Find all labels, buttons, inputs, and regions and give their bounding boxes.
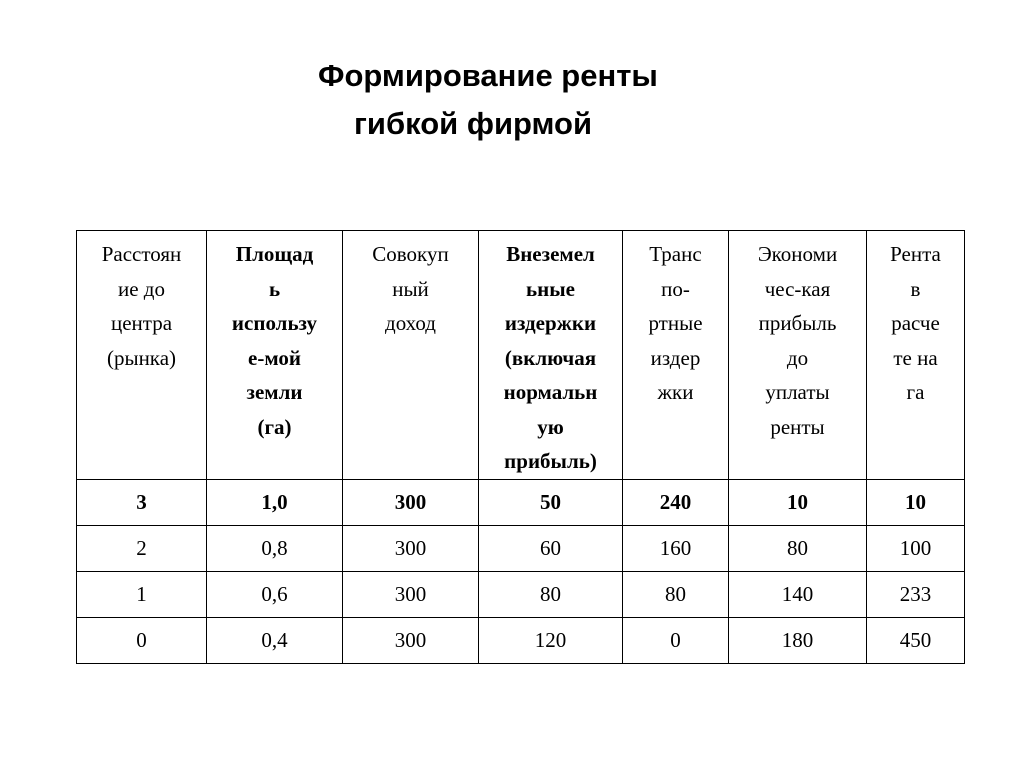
table-row [77, 525, 965, 571]
table-cell: 80 [623, 571, 729, 617]
table-cell: 100 [867, 525, 965, 571]
table-cell: 50 [479, 479, 623, 525]
header-text-line: прибыль [758, 311, 837, 335]
header-text-line: чес-кая [764, 276, 831, 301]
header-text-line: га [906, 380, 925, 404]
page-title [0, 52, 1024, 148]
header-text-line: уплаты [765, 380, 830, 404]
table-cell: 3 [77, 479, 207, 525]
header-text-line: Внеземел [506, 242, 595, 266]
table-row [77, 479, 965, 525]
header-land-area [207, 231, 343, 480]
header-text-line: расче [891, 311, 940, 335]
header-text-line: жки [657, 380, 694, 404]
header-text-line: е-мой [248, 345, 301, 370]
table-cell: 80 [729, 525, 867, 571]
header-text-line: ьные [526, 276, 575, 301]
header-text-line: ренты [770, 414, 825, 439]
header-text-line: ие до [118, 276, 165, 301]
table-cell: 300 [343, 479, 479, 525]
header-text-line: издер [650, 345, 701, 370]
header-rent-per-ha [867, 231, 965, 480]
table-cell: 120 [479, 617, 623, 663]
table-cell: 233 [867, 571, 965, 617]
header-text-line: издержки [504, 311, 597, 335]
table-cell: 0,8 [207, 525, 343, 571]
table-cell: 10 [867, 479, 965, 525]
title-line-2: гибкой фирмой [354, 106, 593, 141]
header-economic-profit [729, 231, 867, 480]
table-cell: 300 [343, 617, 479, 663]
header-text-line: Совокуп [372, 242, 449, 266]
header-text-line: Расстоян [101, 242, 182, 266]
header-transport-costs [623, 231, 729, 480]
title-line-1: Формирование ренты [318, 58, 658, 93]
table-row [77, 617, 965, 663]
header-text-line: (га) [257, 414, 292, 439]
header-text-line: Рента [890, 242, 941, 266]
header-text-line: центра [110, 311, 173, 335]
table-row [77, 571, 965, 617]
header-text-line: ный [392, 276, 429, 301]
header-text-line: в [910, 276, 921, 301]
header-total-revenue [343, 231, 479, 480]
table-cell: 1,0 [207, 479, 343, 525]
table-cell: 0,4 [207, 617, 343, 663]
header-text-line: (включая [504, 345, 597, 370]
table-cell: 0 [623, 617, 729, 663]
header-text-line: нормальн [503, 380, 598, 404]
header-text-line: ую [537, 414, 564, 439]
header-text-line: доход [385, 311, 436, 335]
table-cell: 0,6 [207, 571, 343, 617]
table-cell: 240 [623, 479, 729, 525]
table-cell: 300 [343, 525, 479, 571]
header-text-line: земли [246, 380, 303, 404]
table-cell: 0 [77, 617, 207, 663]
table-cell: 60 [479, 525, 623, 571]
rent-table [76, 230, 965, 664]
table-cell: 140 [729, 571, 867, 617]
header-text-line: до [786, 345, 809, 370]
header-text-line: ртные [648, 311, 703, 335]
table-cell: 450 [867, 617, 965, 663]
header-text-line: использу [231, 311, 318, 335]
header-text-line: Площад [235, 242, 314, 266]
header-distance [77, 231, 207, 480]
header-text-line: те на [893, 345, 938, 370]
header-text-line: (рынка) [106, 345, 177, 370]
header-text-line: прибыль) [504, 449, 597, 473]
header-text-line: Экономи [757, 242, 838, 266]
header-text-line: ь [268, 276, 281, 301]
header-text-line: Транс [649, 242, 702, 266]
table-header-row [77, 231, 965, 480]
table-cell: 2 [77, 525, 207, 571]
header-text-line: по- [661, 276, 690, 301]
table-cell: 1 [77, 571, 207, 617]
header-non-land-costs [479, 231, 623, 480]
table-cell: 10 [729, 479, 867, 525]
table-cell: 160 [623, 525, 729, 571]
table-cell: 80 [479, 571, 623, 617]
table-cell: 180 [729, 617, 867, 663]
table-cell: 300 [343, 571, 479, 617]
